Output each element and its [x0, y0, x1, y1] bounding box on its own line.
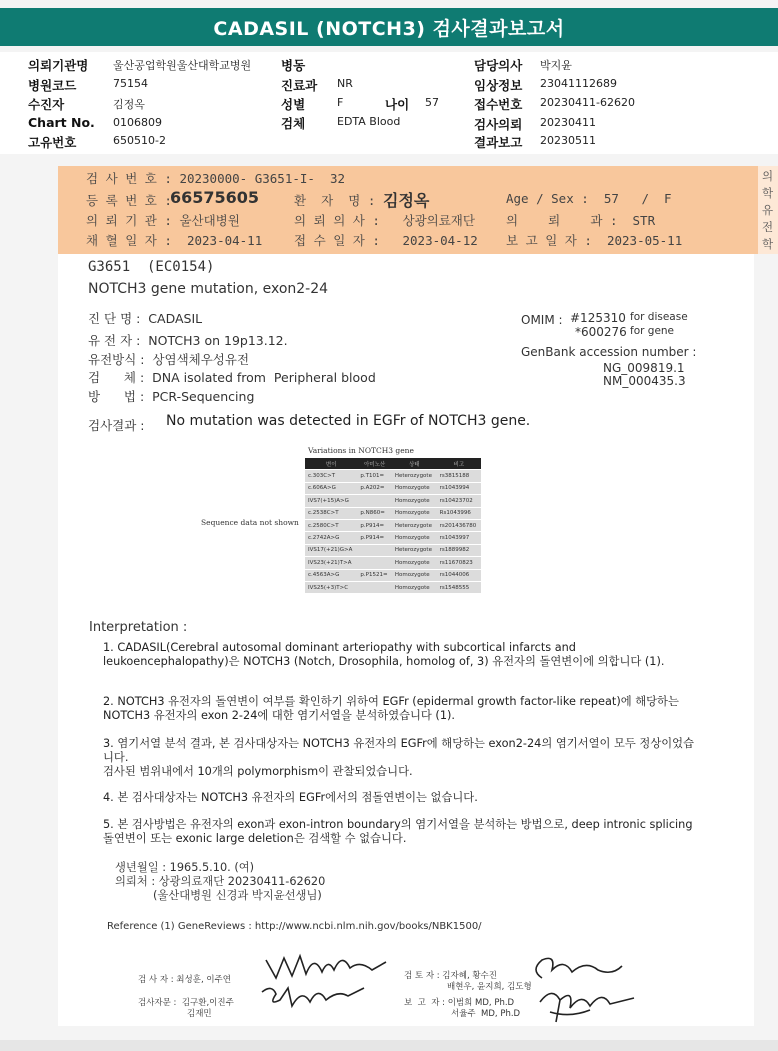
- variants-header-cell: 변이: [305, 458, 357, 470]
- table-cell: Homozygote: [392, 569, 437, 581]
- lab-info-panel: [58, 166, 758, 254]
- omim-gene: *600276: [575, 325, 627, 339]
- header-value: 75154: [113, 77, 148, 90]
- birth-date: 생년월일 : 1965.5.10. (여): [115, 861, 255, 874]
- table-cell: c.2580C>T: [305, 519, 357, 531]
- advisor: 검사자문 : 김구환,이진주: [138, 998, 234, 1008]
- table-cell: IVS17(+21)G>A: [305, 544, 357, 556]
- interpretation-heading: Interpretation :: [89, 620, 188, 635]
- report-title: CADASIL (NOTCH3) 검사결과보고서: [0, 8, 778, 46]
- collect-date: 채 혈 일 자 : 2023-04-11: [86, 233, 263, 248]
- header-value: 김정옥: [113, 98, 145, 111]
- interpretation-p2: 2. NOTCH3 유전자의 돌연변이 여부를 확인하기 위하여 EGFr (epidermal growth factor-like repeat)에 해당하는 NOTCH3 유전자의 exon 2-24에 대한 염기서열을 분석하였습니다 (1).: [103, 695, 679, 722]
- table-cell: rs3815188: [437, 470, 481, 482]
- header-label: 의뢰기관명: [28, 58, 89, 73]
- header-label: 결과보고: [474, 135, 523, 150]
- req-doctor: 의 뢰 의 사 : 상광의료재단: [294, 213, 475, 228]
- gene: 유 전 자 : NOTCH3 on 19p13.12.: [88, 333, 288, 348]
- header-value: F: [337, 96, 344, 109]
- reporter-signature: [530, 982, 640, 1028]
- header-label: 접수번호: [474, 97, 523, 112]
- header-label: 임상정보: [474, 78, 523, 93]
- test-name: NOTCH3 gene mutation, exon2-24: [88, 281, 329, 297]
- reporter-2: 서율주 MD, Ph.D: [451, 1009, 521, 1019]
- table-row: [305, 544, 481, 556]
- side-char: 학: [762, 186, 774, 200]
- table-cell: IVS23(+21)T>A: [305, 557, 357, 569]
- req-org: 의 뢰 기 관 : 울산대병원: [86, 213, 240, 228]
- result-label: 검사결과 :: [88, 418, 145, 433]
- age-sex: Age / Sex : 57 / F: [506, 191, 672, 206]
- reg-number: 66575605: [170, 188, 260, 207]
- reviewer-2: 배현우, 윤지희, 김도형: [447, 982, 532, 992]
- reporter: 보 고 자 : 이범희 MD, Ph.D: [404, 998, 515, 1008]
- tester-signature: [262, 950, 390, 984]
- table-cell: [357, 495, 391, 507]
- table-cell: p.T101=: [357, 470, 391, 482]
- table-cell: rs11670823: [437, 557, 481, 569]
- advisor-signature: [258, 980, 368, 1010]
- header-label: 고유번호: [28, 135, 77, 150]
- genbank-label: GenBank accession number :: [521, 345, 697, 359]
- header-value: 20230411: [540, 116, 596, 129]
- table-cell: c.2538C>T: [305, 507, 357, 519]
- variants-header-cell: 비고: [437, 458, 481, 470]
- patient-label: 환 자 명 :: [294, 193, 376, 208]
- reviewer-signature: [528, 952, 626, 986]
- table-cell: Homozygote: [392, 581, 437, 593]
- reviewer: 검 토 자 : 김자혜, 황수진: [404, 971, 497, 981]
- report-date: 보 고 일 자 : 2023-05-11: [506, 233, 683, 248]
- side-stamp: [758, 166, 778, 254]
- header-label: Chart No.: [28, 115, 95, 130]
- table-cell: Homozygote: [392, 482, 437, 494]
- method: 방 법 : PCR-Sequencing: [88, 389, 255, 404]
- table-row: [305, 482, 481, 494]
- table-cell: IVS25(+3)T>C: [305, 581, 357, 593]
- patient-name: 김정옥: [383, 191, 430, 210]
- header-label: 담당의사: [474, 58, 523, 73]
- page-footer: [0, 1040, 778, 1051]
- interpretation-p1: 1. CADASIL(Cerebral autosomal dominant arteriopathy with subcortical infarcts and leukoencephalopathy)은 NOTCH3 (Notch, Drosophila, homolog of, 3) 유전자의 돌연변이에 의합니다 (1).: [103, 641, 665, 668]
- table-cell: IVS7(+15)A>G: [305, 495, 357, 507]
- header-label: 수진자: [28, 97, 65, 112]
- sequence-note: Sequence data not shown: [201, 518, 299, 527]
- table-cell: rs1044006: [437, 569, 481, 581]
- accession-2: NM_000435.3: [603, 374, 686, 388]
- variants-table: [305, 458, 481, 594]
- table-cell: rs1043997: [437, 532, 481, 544]
- accession-1: NG_009819.1: [603, 361, 685, 375]
- header-label: 진료과: [281, 78, 318, 93]
- table-cell: Heterozygote: [392, 470, 437, 482]
- table-row: [305, 581, 481, 593]
- age-value: 57: [425, 96, 439, 109]
- table-cell: Homozygote: [392, 532, 437, 544]
- interpretation-p5: 5. 본 검사방법은 유전자의 exon과 exon-intron boundary의 염기서열을 분석하는 방법으로, deep intronic splicing 돌연변이 또는 exonic large deletion은 검색할 수 없습니다.: [103, 818, 693, 845]
- omim-disease: #125310: [570, 311, 626, 325]
- header-value: 20230511: [540, 134, 596, 147]
- inheritance: 유전방식 : 상염색체우성유전: [88, 352, 250, 367]
- header-value: NR: [337, 77, 353, 90]
- table-row: [305, 519, 481, 531]
- result-text: No mutation was detected in EGFr of NOTCH3 gene.: [166, 413, 531, 429]
- side-char: 전: [762, 220, 774, 234]
- table-cell: rs1548555: [437, 581, 481, 593]
- header-value: 20230411-62620: [540, 96, 635, 109]
- table-row: [305, 532, 481, 544]
- table-row: [305, 557, 481, 569]
- table-cell: p.P914=: [357, 519, 391, 531]
- table-cell: p.P914=: [357, 532, 391, 544]
- table-cell: c.4563A>G: [305, 569, 357, 581]
- age-label: 나이: [385, 97, 410, 112]
- table-cell: Heterozygote: [392, 544, 437, 556]
- table-cell: rs10423702: [437, 495, 481, 507]
- table-cell: Rs1043996: [437, 507, 481, 519]
- omim-gene-note: for gene: [630, 325, 675, 337]
- interpretation-p3b: 검사된 범위내에서 10개의 polymorphism이 관찰되었습니다.: [103, 765, 413, 778]
- advisor-2: 김재민: [187, 1009, 212, 1019]
- table-cell: c.2742A>G: [305, 532, 357, 544]
- table-cell: c.606A>G: [305, 482, 357, 494]
- interpretation-p3: 3. 염기서열 분석 결과, 본 검사대상자는 NOTCH3 유전자의 EGFr에 해당하는 exon2-24의 염기서열이 모두 정상이었습니다.: [103, 737, 694, 764]
- diagnosis: 진 단 명 : CADASIL: [88, 311, 203, 326]
- table-row: [305, 470, 481, 482]
- header-label: 병동: [281, 58, 306, 73]
- header-label: 성별: [281, 97, 306, 112]
- variants-header-cell: 상태: [392, 458, 437, 470]
- reference: Reference (1) GeneReviews : http://www.ncbi.nlm.nih.gov/books/NBK1500/: [107, 921, 482, 932]
- table-cell: Homozygote: [392, 495, 437, 507]
- variants-caption: Variations in NOTCH3 gene: [308, 446, 414, 455]
- table-cell: Heterozygote: [392, 519, 437, 531]
- header-value: 23041112689: [540, 77, 617, 90]
- header-label: 검사의뢰: [474, 117, 523, 132]
- header-value: EDTA Blood: [337, 115, 401, 128]
- req-dept: 의 뢰 과 : STR: [506, 213, 656, 228]
- header-value: 울산공업학원울산대학교병원: [113, 59, 252, 72]
- header-value: 박지윤: [540, 59, 572, 72]
- table-cell: Homozygote: [392, 557, 437, 569]
- table-cell: rs1889982: [437, 544, 481, 556]
- table-row: [305, 495, 481, 507]
- table-row: [305, 507, 481, 519]
- report-header: [0, 52, 778, 154]
- omim-disease-note: for disease: [630, 311, 688, 323]
- reg-label: 등 록 번 호 :: [86, 193, 172, 208]
- specimen: 검 체 : DNA isolated from Peripheral blood: [88, 370, 376, 385]
- requester: 의뢰처 : 상광의료재단 20230411-62620: [115, 875, 326, 888]
- table-cell: p.A202=: [357, 482, 391, 494]
- table-cell: [357, 557, 391, 569]
- side-char: 의: [762, 169, 774, 183]
- tester: 검 사 자 : 최성훈, 이주연: [138, 975, 231, 985]
- side-char: 유: [762, 203, 774, 217]
- table-cell: p.N860=: [357, 507, 391, 519]
- variants-header-cell: 아미노산: [357, 458, 391, 470]
- header-value: 0106809: [113, 116, 162, 129]
- table-cell: Homozygote: [392, 507, 437, 519]
- receive-date: 접 수 일 자 : 2023-04-12: [294, 233, 478, 248]
- requester-detail: (울산대병원 신경과 박지윤선생님): [153, 889, 322, 902]
- variants-header-row: [305, 458, 481, 470]
- table-cell: rs201436780: [437, 519, 481, 531]
- omim-label: OMIM :: [521, 313, 563, 327]
- interpretation-p4: 4. 본 검사대상자는 NOTCH3 유전자의 EGFr에서의 점돌연변이는 없습니다.: [103, 791, 478, 804]
- table-cell: [357, 581, 391, 593]
- table-cell: c.303C>T: [305, 470, 357, 482]
- header-label: 검체: [281, 116, 306, 131]
- table-row: [305, 569, 481, 581]
- table-cell: rs1043994: [437, 482, 481, 494]
- table-cell: [357, 544, 391, 556]
- side-char: 학: [762, 237, 774, 251]
- header-label: 병원코드: [28, 78, 77, 93]
- test-code: G3651 (EC0154): [88, 259, 215, 275]
- header-value: 650510-2: [113, 134, 166, 147]
- test-number: 검 사 번 호 : 20230000- G3651-I- 32: [86, 171, 346, 186]
- table-cell: p.P1521=: [357, 569, 391, 581]
